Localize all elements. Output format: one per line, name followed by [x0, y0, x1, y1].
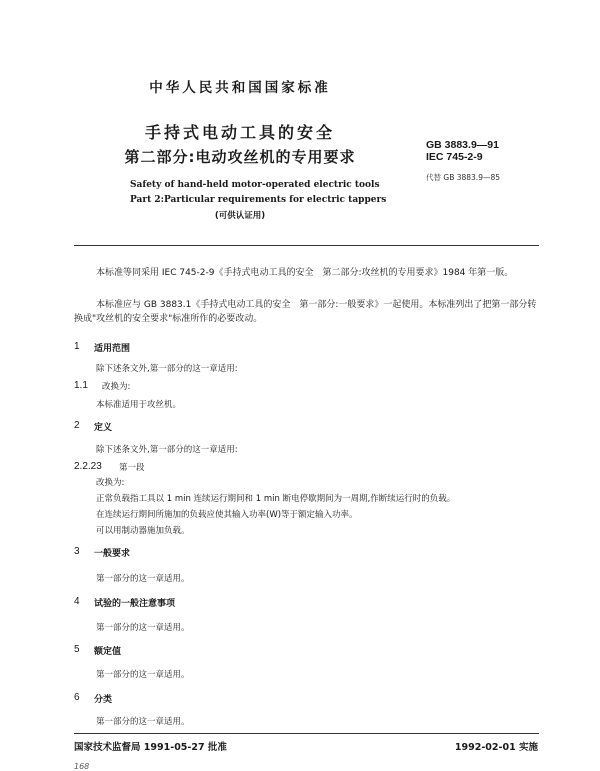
intro-paragraph-2: 本标准应与 GB 3883.1《手持式电动工具的安全 第一部分:一般要求》一起使用。本标准列出了把第一部分转换成"攻丝机的安全要求"标准所作的必要改动。	[74, 300, 537, 324]
section-3-text: 第一部分的这一章适用。	[96, 574, 190, 584]
section-4-text: 第一部分的这一章适用。	[96, 623, 190, 633]
section-5-text: 第一部分的这一章适用。	[96, 670, 190, 680]
section-1-1-text: 本标准适用于攻丝机。	[96, 400, 182, 410]
section-2-2-23-line1: 正常负载指工具以 1 min 连续运行期间和 1 min 断电停歇期间为一周期,作断续运行时的负载。	[96, 494, 456, 504]
section-5-number: 5	[74, 644, 80, 655]
section-1-1-number: 1.1	[74, 380, 88, 391]
footer-divider	[74, 733, 539, 734]
section-4-number: 4	[74, 596, 80, 607]
section-2-2-23-line2: 在连续运行期间所施加的负载应使其输入功率(W)等于额定输入功率。	[96, 510, 358, 520]
section-1-number: 1	[74, 341, 80, 352]
section-2-text: 除下述条文外,第一部分的这一章适用:	[96, 445, 238, 455]
gb-standard-code: GB 3883.9—91	[426, 139, 499, 151]
section-4-title: 试验的一般注意事项	[94, 599, 176, 609]
intro-paragraph-1: 本标准等同采用 IEC 745-2-9《手持式电动工具的安全 第二部分:攻丝机的专用要求》1984 年第一版。	[96, 268, 514, 278]
title-chinese-line2: 第二部分:电动攻丝机的专用要求	[124, 148, 356, 166]
section-6-title: 分类	[94, 695, 113, 705]
replaces-standard: 代替 GB 3883.9—85	[426, 173, 501, 182]
section-2-2-23-line3: 可以用制动器施加负载。	[96, 526, 190, 536]
section-2-2-23-number: 2.2.23	[74, 461, 102, 472]
section-2-2-23-change: 改换为:	[96, 478, 125, 488]
header-divider	[74, 245, 539, 246]
title-english-line1: Safety of hand-held motor-operated electric tools	[130, 180, 380, 190]
section-1-text: 除下述条文外,第一部分的这一章适用:	[96, 364, 238, 374]
section-2-title: 定义	[94, 423, 113, 433]
certification-note: (可供认证用)	[214, 211, 266, 221]
section-2-number: 2	[74, 420, 80, 431]
section-6-text: 第一部分的这一章适用。	[96, 717, 190, 727]
section-3-number: 3	[74, 546, 80, 557]
implementation-date: 1992-02-01 实施	[454, 742, 538, 753]
page-number: 168	[74, 762, 90, 771]
title-chinese-line1: 手持式电动工具的安全	[144, 123, 335, 142]
section-6-number: 6	[74, 692, 80, 703]
approval-date: 国家技术监督局 1991-05-27 批准	[74, 742, 227, 753]
section-1-1-label: 改换为:	[102, 382, 131, 392]
section-1-title: 适用范围	[94, 344, 131, 354]
section-3-title: 一般要求	[94, 549, 131, 559]
iec-standard-code: IEC 745-2-9	[426, 151, 483, 163]
section-5-title: 额定值	[94, 647, 122, 657]
country-standard-heading: 中华人民共和国国家标准	[149, 80, 331, 96]
title-english-line2: Part 2:Particular requirements for electric tappers	[130, 195, 387, 205]
section-2-2-23-label: 第一段	[119, 463, 145, 473]
